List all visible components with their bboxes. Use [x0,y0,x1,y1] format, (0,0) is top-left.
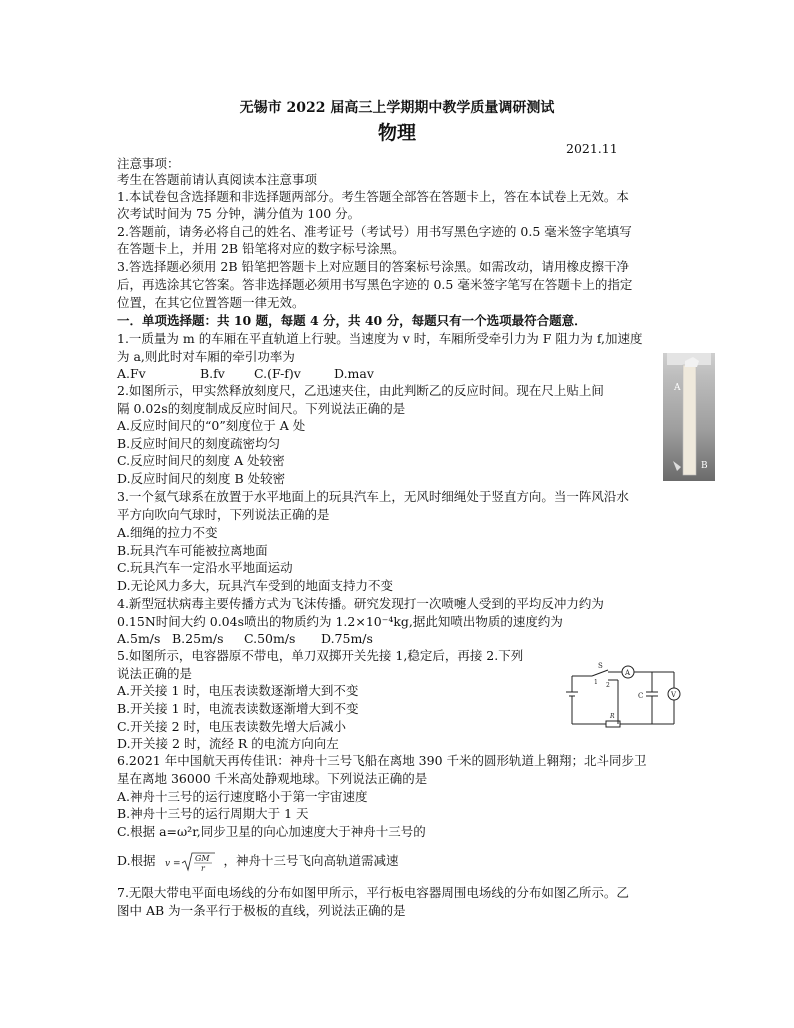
notice-line: 位置，在其它位置答题一律无效。 [117,295,305,310]
q2-stem: 2.如图所示，甲实然释放刻度尺，乙迅速夹住，由此判断乙的反应时间。现在尺上贴上间 [117,383,604,398]
q5-option-a: A.开关接 1 时，电压表读数逐渐增大到不变 [117,683,359,698]
notice-line: 3.答选择题必须用 2B 铅笔把答题卡上对应题目的答案标号涂黑。如需改动，请用橡皮擦干净 [117,259,630,274]
formula-numerator: GM [194,853,210,863]
switch-label: S [598,662,603,670]
switch-node-1: 1 [594,679,598,686]
notice-line: 后，再选涂其它答案。答非选择题必须用书写黑色字迹的 0.5 毫米签字笔写在答题卡上的指定 [117,277,633,292]
q4-option-a: A.5m/s [117,631,161,646]
q1-stem: 1.一质量为 m 的车厢在平直轨道上行驶。当速度为 v 时，车厢所受牵引力为 F 阻力为 f,加速度 [117,331,643,346]
q4-stem: 0.15N时间大约 0.04s喷出的物质约为 1.2×10⁻⁴kg,据此知喷出物质的速度约为 [117,614,563,629]
ammeter-label: A [625,669,631,677]
photo-label-b: B [701,461,708,471]
notice-heading: 注意事项： [117,156,180,171]
q6-option-a: A.神舟十三号的运行速度略小于第一宇宙速度 [117,789,368,804]
q6-stem: 6.2021 年中国航天再传佳讯：神舟十三号飞船在离地 390 千米的圆形轨道上翱翔；北斗同步卫 [117,753,647,768]
q7-stem: 7.无限大带电平面电场线的分布如图甲所示，平行板电容器周围电场线的分布如图乙所示。乙 [117,885,629,900]
q1-option-d: D.mav [334,366,374,381]
q3-option-b: B.玩具汽车可能被拉离地面 [117,543,268,558]
notice-line: 2.答题前，请务必将自己的姓名、准考证号（考试号）用书写黑色字迹的 0.5 毫米签字笔填写 [117,224,632,239]
formula-lhs: v = [164,858,181,869]
velocity-formula [164,851,216,873]
notice-line: 1.本试卷包含选择题和非选择题两部分。考生答题全部答在答题卡上，答在本试卷上无效。本 [117,189,629,204]
exam-date: 2021.11 [566,141,618,156]
notice-line: 次考试时间为 75 分钟，满分值为 100 分。 [117,206,361,221]
q6-stem: 星在离地 36000 千米高处静观地球。下列说法正确的是 [117,771,428,786]
q1-option-a: A.Fv [117,366,146,381]
q7-stem: 图中 AB 为一条平行于极板的直线，列说法正确的是 [117,903,406,918]
q5-option-c: C.开关接 2 时，电压表读数先增大后减小 [117,719,346,734]
q3-option-c: C.玩具汽车一定沿水平地面运动 [117,560,293,575]
q5-stem: 说法正确的是 [117,666,193,681]
section-heading: 一．单项选择题：共 10 题，每题 4 分，共 40 分，每题只有一个选项最符合题意． [117,313,587,328]
capacitor-label: C [638,692,644,700]
q1-option-c: C.(F-f)v [254,366,301,381]
q2-option-d: D.反应时间尺的刻度 B 处较密 [117,471,286,486]
q3-option-d: D.无论风力多大，玩具汽车受到的地面支持力不变 [117,578,394,593]
switch-node-2: 2 [606,682,610,689]
subject-title: 物理 [377,122,416,144]
q4-stem: 4.新型冠状病毒主要传播方式为飞沫传播。研究发现打一次喷嚏人受到的平均反冲力约为 [117,596,604,611]
q6-option-d-suffix: ，神舟十三号飞向高轨道需减速 [223,853,399,868]
resistor-label: R [610,713,615,720]
q5-option-b: B.开关接 1 时，电流表读数逐渐增大到不变 [117,701,359,716]
notice-line: 考生在答题前请认真阅读本注意事项 [117,172,318,187]
exam-title: 无锡市 2022 届高三上学期期中教学质量调研测试 [239,100,555,116]
q4-options [117,631,373,647]
q4-option-b: B.25m/s [172,631,224,646]
q2-option-a: A.反应时间尺的“0”刻度位于 A 处 [117,418,306,433]
voltmeter-label: V [671,691,677,699]
q1-options [117,366,374,382]
q6-option-c: C.根据 a=ω²r,同步卫星的向心加速度大于神舟十三号的 [117,824,426,839]
q1-stem: 为 a,则此时对车厢的牵引功率为 [117,349,295,364]
photo-label-a: A [674,383,681,393]
circuit-diagram [562,662,692,740]
q4-option-d: D.75m/s [321,631,373,646]
q6-option-d-prefix: D.根据 [117,853,156,868]
q2-option-c: C.反应时间尺的刻度 A 处较密 [117,453,285,468]
q2-stem: 隔 0.02s的刻度制成反应时间尺。下列说法正确的是 [117,401,406,416]
q4-option-c: C.50m/s [244,631,296,646]
q3-stem: 3.一个氦气球系在放置于水平地面上的玩具汽车上，无风时细绳处于竖直方向。当一阵风沿水 [117,489,629,504]
q3-option-a: A.细绳的拉力不变 [117,525,218,540]
notice-line: 在答题卡上，并用 2B 铅笔将对应的数字标号涂黑。 [117,241,405,256]
q1-option-b: B.fv [200,366,225,381]
q2-option-b: B.反应时间尺的刻度疏密均匀 [117,436,281,451]
q6-option-d [117,850,399,873]
q5-stem: 5.如图所示，电容器原不带电，单刀双掷开关先接 1,稳定后，再接 2.下列 [117,648,524,663]
q6-option-b: B.神舟十三号的运行周期大于 1 天 [117,806,309,821]
q3-stem: 平方向吹向气球时，下列说法正确的是 [117,507,330,522]
formula-denominator: r [200,863,205,873]
ruler-photo [663,353,715,481]
q5-option-d: D.开关接 2 时，流经 R 的电流方向向左 [117,736,339,751]
